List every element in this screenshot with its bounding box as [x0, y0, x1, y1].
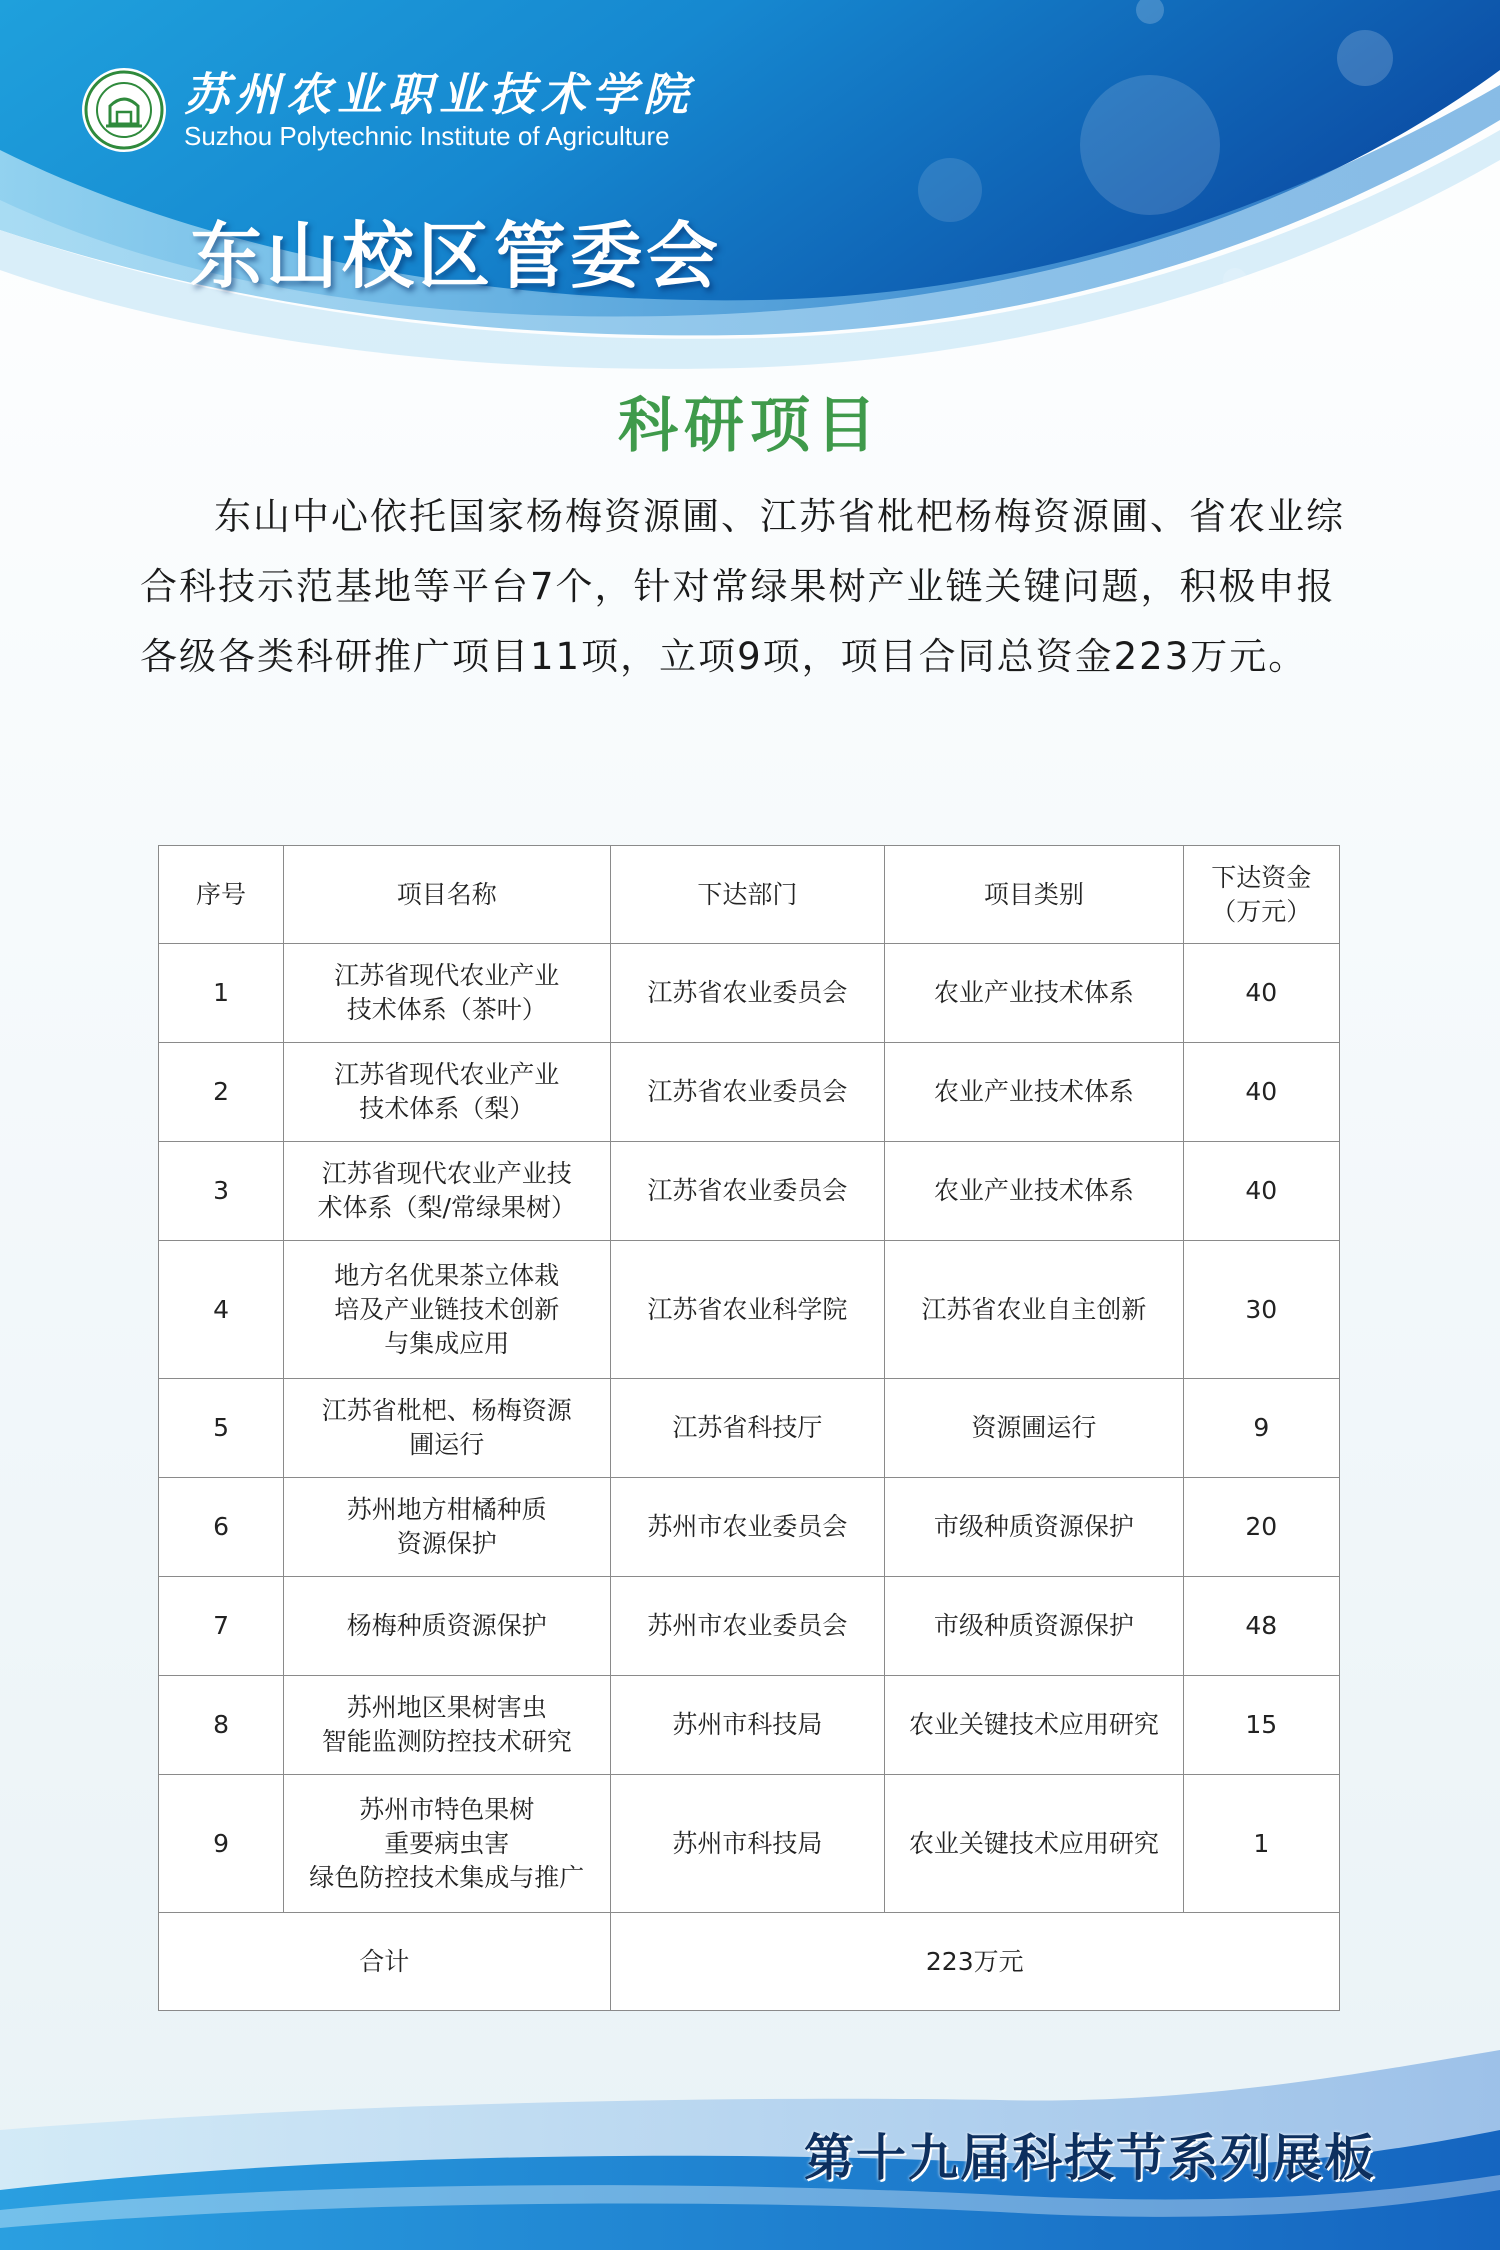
projects-table — [158, 845, 1340, 2011]
intro-paragraph: 东山中心依托国家杨梅资源圃、江苏省枇杷杨梅资源圃、省农业综合科技示范基地等平台7个，针对常绿果树产业链关键问题，积极申报各级各类科研推广项目11项，立项9项，项目合同总资金223万元。 — [140, 495, 1345, 678]
cell-name-line: 与集成应用 — [384, 1328, 510, 1358]
cell-dept: 苏州市科技局 — [610, 1676, 885, 1775]
cell-seq: 8 — [159, 1676, 284, 1775]
cell-fund: 40 — [1183, 944, 1339, 1043]
cell-seq: 1 — [159, 944, 284, 1043]
header-type: 项目类别 — [885, 846, 1183, 944]
total-value: 223万元 — [610, 1913, 1339, 2011]
header-fund-line2: （万元） — [1211, 896, 1312, 926]
cell-seq: 4 — [159, 1241, 284, 1379]
header-name: 项目名称 — [284, 846, 610, 944]
cell-name-line: 智能监测防控技术研究 — [321, 1727, 572, 1756]
table-row — [159, 1043, 1340, 1142]
cell-name-line: 江苏省枇杷、杨梅资源 — [321, 1396, 572, 1425]
cell-name — [284, 1379, 610, 1478]
committee-title: 东山校区管委会 — [190, 214, 723, 298]
header-fund — [1183, 846, 1339, 944]
cell-name-line: 苏州市特色果树 — [359, 1794, 535, 1824]
cell-type: 农业产业技术体系 — [885, 944, 1183, 1043]
cell-type: 市级种质资源保护 — [885, 1577, 1183, 1676]
cell-name-line: 苏州地方柑橘种质 — [346, 1495, 547, 1524]
school-name-cn: 苏州农业职业技术学院 — [184, 68, 695, 121]
cell-dept: 江苏省科技厅 — [610, 1379, 885, 1478]
cell-name-line: 圃运行 — [409, 1430, 485, 1459]
cell-name — [284, 1775, 610, 1913]
footer-title: 第十九届科技节系列展板 — [804, 2129, 1376, 2187]
table-row — [159, 1676, 1340, 1775]
cell-fund: 30 — [1183, 1241, 1339, 1379]
cell-dept: 苏州市农业委员会 — [610, 1478, 885, 1577]
table-row — [159, 1775, 1340, 1913]
table-row — [159, 1577, 1340, 1676]
cell-dept: 苏州市农业委员会 — [610, 1577, 885, 1676]
cell-seq: 6 — [159, 1478, 284, 1577]
cell-name-line: 绿色防控技术集成与推广 — [309, 1862, 585, 1892]
cell-name-line: 技术体系（茶叶） — [346, 995, 547, 1024]
cell-name-line: 江苏省现代农业产业 — [334, 1060, 560, 1089]
cell-fund: 9 — [1183, 1379, 1339, 1478]
cell-type: 农业产业技术体系 — [885, 1142, 1183, 1241]
cell-name — [284, 1241, 610, 1379]
cell-name — [284, 1043, 610, 1142]
cell-dept: 江苏省农业委员会 — [610, 1142, 885, 1241]
header-dept: 下达部门 — [610, 846, 885, 944]
cell-name-line: 地方名优果茶立体栽 — [334, 1260, 560, 1290]
cell-dept: 江苏省农业委员会 — [610, 944, 885, 1043]
cell-name-line: 杨梅种质资源保护 — [346, 1611, 547, 1640]
table-header-row — [159, 846, 1340, 944]
cell-fund: 1 — [1183, 1775, 1339, 1913]
cell-type: 市级种质资源保护 — [885, 1478, 1183, 1577]
cell-dept: 苏州市科技局 — [610, 1775, 885, 1913]
school-seal-icon — [80, 66, 168, 154]
table-row — [159, 944, 1340, 1043]
section-title: 科研项目 — [618, 391, 882, 461]
cell-type: 农业关键技术应用研究 — [885, 1676, 1183, 1775]
cell-seq: 2 — [159, 1043, 284, 1142]
cell-name-line: 资源保护 — [396, 1529, 497, 1558]
cell-name — [284, 1478, 610, 1577]
school-logo — [80, 66, 694, 154]
cell-dept: 江苏省农业科学院 — [610, 1241, 885, 1379]
cell-fund: 48 — [1183, 1577, 1339, 1676]
cell-type: 江苏省农业自主创新 — [885, 1241, 1183, 1379]
cell-seq: 5 — [159, 1379, 284, 1478]
cell-name-line: 术体系（梨/常绿果树） — [317, 1193, 576, 1222]
cell-fund: 15 — [1183, 1676, 1339, 1775]
table-total-row — [159, 1913, 1340, 2011]
table-row — [159, 1478, 1340, 1577]
cell-seq: 9 — [159, 1775, 284, 1913]
cell-name-line: 江苏省现代农业产业 — [334, 961, 560, 990]
cell-name — [284, 1142, 610, 1241]
cell-type: 资源圃运行 — [885, 1379, 1183, 1478]
school-name-en: Suzhou Polytechnic Institute of Agriculture — [184, 121, 670, 151]
cell-name-line: 苏州地区果树害虫 — [346, 1693, 547, 1722]
cell-name-line: 培及产业链技术创新 — [334, 1294, 560, 1324]
table-row — [159, 1379, 1340, 1478]
cell-dept: 江苏省农业委员会 — [610, 1043, 885, 1142]
header-seq: 序号 — [159, 846, 284, 944]
cell-type: 农业产业技术体系 — [885, 1043, 1183, 1142]
cell-name-line: 重要病虫害 — [384, 1828, 510, 1858]
header-fund-line1: 下达资金 — [1211, 862, 1312, 892]
cell-name — [284, 944, 610, 1043]
cell-fund: 40 — [1183, 1043, 1339, 1142]
cell-name — [284, 1577, 610, 1676]
cell-type: 农业关键技术应用研究 — [885, 1775, 1183, 1913]
cell-fund: 40 — [1183, 1142, 1339, 1241]
cell-fund: 20 — [1183, 1478, 1339, 1577]
cell-seq: 7 — [159, 1577, 284, 1676]
cell-seq: 3 — [159, 1142, 284, 1241]
table-row — [159, 1241, 1340, 1379]
table-row — [159, 1142, 1340, 1241]
cell-name — [284, 1676, 610, 1775]
cell-name-line: 技术体系（梨） — [359, 1094, 535, 1123]
cell-name-line: 江苏省现代农业产业技 — [321, 1159, 572, 1188]
total-label: 合计 — [159, 1913, 611, 2011]
